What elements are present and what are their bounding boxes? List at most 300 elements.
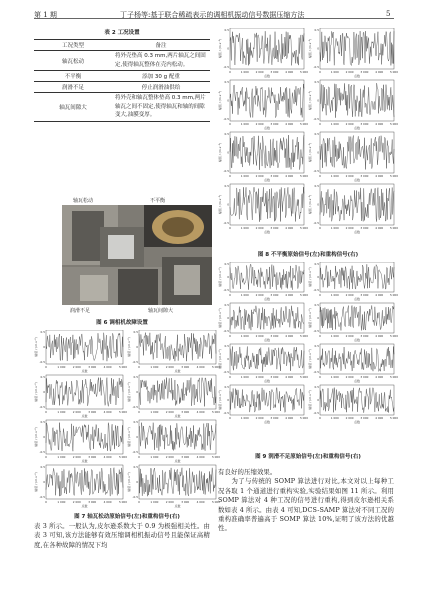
table-row bbox=[34, 93, 210, 122]
tick-label: 4 000 bbox=[285, 334, 294, 338]
signal-subplot bbox=[218, 385, 308, 424]
axis-label: 点数 bbox=[353, 297, 361, 301]
tick-label: 4 000 bbox=[375, 375, 384, 379]
axis-label: 点数 bbox=[353, 126, 361, 130]
tick-label: -0.5 bbox=[223, 288, 229, 292]
tick-label: 1 000 bbox=[330, 375, 339, 379]
tick-label: -0.5 bbox=[313, 411, 319, 415]
tick-label: 1 000 bbox=[330, 334, 339, 338]
tick-label: 3 000 bbox=[360, 416, 369, 420]
tick-label: 0 bbox=[227, 46, 229, 51]
tick-label: 3 000 bbox=[360, 334, 369, 338]
tick-label: 0 bbox=[229, 70, 231, 74]
tick-label: -0.5 bbox=[313, 329, 319, 333]
tick-label: 0.5 bbox=[40, 330, 45, 334]
signal-line bbox=[139, 423, 216, 451]
tick-label: -0.5 bbox=[313, 169, 319, 173]
tick-label: 0 bbox=[319, 70, 321, 74]
signal-line bbox=[139, 333, 216, 362]
tick-label: 0 bbox=[227, 202, 229, 207]
axis-label: 幅值 / (m·s⁻²) bbox=[34, 472, 38, 492]
tick-label: 0 bbox=[319, 122, 321, 126]
axis-label: 幅值 / (m·s⁻²) bbox=[127, 427, 131, 447]
tick-label: -0.5 bbox=[313, 221, 319, 225]
axis-label: 点数 bbox=[263, 338, 271, 342]
tick-label: 0 bbox=[229, 293, 231, 297]
tick-label: 5 000 bbox=[389, 375, 398, 379]
tick-label: 2 000 bbox=[345, 122, 354, 126]
signal-subplot bbox=[126, 330, 220, 373]
tick-label: 3 000 bbox=[88, 410, 97, 414]
signal-line bbox=[139, 378, 216, 407]
axis-label: 点数 bbox=[174, 504, 181, 508]
signal-subplot bbox=[307, 184, 398, 234]
signal-subplot bbox=[218, 184, 308, 234]
tick-label: -0.5 bbox=[223, 411, 229, 415]
tick-label: 2 000 bbox=[255, 226, 264, 230]
plot-frame bbox=[320, 28, 394, 69]
plot-frame bbox=[230, 132, 304, 173]
tick-label: 1 000 bbox=[57, 410, 66, 414]
tick-label: 4 000 bbox=[103, 365, 112, 369]
axis-label: 幅值 / (m·s⁻²) bbox=[308, 267, 312, 287]
tick-label: 3 000 bbox=[360, 70, 369, 74]
tick-label: -0.5 bbox=[223, 221, 229, 225]
tick-label: 5 000 bbox=[299, 122, 309, 126]
axis-label: 点数 bbox=[81, 414, 88, 418]
signal-subplot bbox=[307, 262, 398, 301]
fig6-caption: 图 6 调相机故障设置 bbox=[96, 320, 148, 326]
tick-label: 0 bbox=[317, 398, 319, 402]
plot-frame bbox=[320, 132, 394, 173]
signal-subplot bbox=[307, 132, 398, 182]
tick-label: -0.5 bbox=[313, 370, 319, 374]
signal-line bbox=[320, 83, 394, 118]
tick-label: 1 000 bbox=[150, 500, 159, 504]
tick-label: 3 000 bbox=[181, 500, 190, 504]
signal-line bbox=[320, 31, 394, 65]
tick-label: 0.5 bbox=[314, 262, 319, 266]
tick-label: 4 000 bbox=[375, 334, 384, 338]
tick-label: 0.5 bbox=[133, 420, 138, 424]
tick-label: -0.5 bbox=[132, 495, 138, 499]
axis-label: 点数 bbox=[81, 459, 88, 463]
tick-label: 4 000 bbox=[285, 122, 294, 126]
tick-label: 3 000 bbox=[270, 122, 279, 126]
table-cell: 添加 30 g 配重 bbox=[142, 74, 180, 81]
axis-label: 点数 bbox=[353, 338, 361, 342]
tick-label: 3 000 bbox=[270, 375, 279, 379]
signal-subplot bbox=[34, 375, 127, 418]
axis-label: 点数 bbox=[353, 230, 361, 234]
tick-label: 0 bbox=[45, 410, 47, 414]
tick-label: 4 000 bbox=[285, 416, 294, 420]
tick-label: 1 000 bbox=[57, 500, 66, 504]
tick-label: 0 bbox=[138, 410, 140, 414]
tick-label: 5 000 bbox=[118, 410, 128, 414]
signal-line bbox=[230, 346, 304, 371]
table2 bbox=[34, 39, 210, 122]
tick-label: 0 bbox=[317, 150, 319, 155]
axis-label: 幅值 / (m·s⁻²) bbox=[308, 38, 312, 59]
plot-frame bbox=[230, 184, 304, 225]
tick-label: 0.5 bbox=[314, 303, 319, 307]
tick-label: 0 bbox=[229, 334, 231, 338]
tick-label: 0 bbox=[136, 435, 138, 439]
tick-label: 1 000 bbox=[57, 455, 66, 459]
tick-label: 2 000 bbox=[72, 455, 81, 459]
photo-label: 轴瓦间隙大 bbox=[148, 308, 174, 314]
tick-label: 0.5 bbox=[224, 385, 229, 389]
tick-label: -0.5 bbox=[313, 65, 319, 69]
axis-label: 点数 bbox=[263, 126, 271, 130]
signal-subplot bbox=[218, 344, 308, 383]
axis-label: 幅值 / (m·s⁻²) bbox=[308, 390, 312, 410]
axis-label: 点数 bbox=[353, 178, 361, 182]
signal-line bbox=[230, 84, 304, 118]
machine-photo bbox=[62, 205, 212, 305]
tick-label: 3 000 bbox=[181, 455, 190, 459]
plot-frame bbox=[320, 80, 394, 121]
tick-label: 0 bbox=[319, 226, 321, 230]
tick-label: -0.5 bbox=[223, 65, 229, 69]
tick-label: 5 000 bbox=[118, 455, 128, 459]
tick-label: 5 000 bbox=[211, 455, 220, 459]
axis-label: 幅值 / (m·s⁻²) bbox=[308, 194, 312, 215]
axis-label: 幅值 / (m·s⁻²) bbox=[218, 390, 222, 410]
tick-label: 5 000 bbox=[389, 334, 398, 338]
axis-label: 幅值 / (m·s⁻²) bbox=[34, 382, 38, 402]
signal-line bbox=[230, 135, 304, 170]
tick-label: 4 000 bbox=[196, 365, 205, 369]
tick-label: 0 bbox=[45, 455, 47, 459]
tick-label: 0 bbox=[229, 122, 231, 126]
table-cell: 轴瓦松动 bbox=[61, 58, 84, 65]
tick-label: 0.5 bbox=[40, 465, 45, 469]
table-cell: 轴瓦间隙大 bbox=[59, 105, 87, 112]
axis-label: 幅值 / (m·s⁻²) bbox=[218, 267, 222, 287]
tick-label: 0 bbox=[319, 293, 321, 297]
tick-label: 2 000 bbox=[255, 334, 264, 338]
tick-label: 1 000 bbox=[150, 455, 159, 459]
signal-subplot bbox=[34, 330, 127, 373]
tick-label: 4 000 bbox=[103, 410, 112, 414]
tick-label: 0 bbox=[138, 365, 140, 369]
table-cell: 将外壳垫高 0.3 mm,两片轴瓦之间固定,使得轴瓦整体在壳内松动。 bbox=[115, 53, 206, 68]
tick-label: 5 000 bbox=[118, 365, 128, 369]
signal-subplot bbox=[307, 385, 398, 424]
signal-line bbox=[230, 306, 304, 330]
tick-label: 3 000 bbox=[270, 70, 279, 74]
tick-label: -0.5 bbox=[132, 405, 138, 409]
tick-label: 0 bbox=[317, 202, 319, 207]
tick-label: 2 000 bbox=[72, 365, 81, 369]
tick-label: 1 000 bbox=[330, 416, 339, 420]
axis-label: 点数 bbox=[174, 414, 181, 418]
axis-label: 点数 bbox=[263, 297, 271, 301]
tick-label: 1 000 bbox=[150, 365, 159, 369]
tick-label: 0 bbox=[319, 174, 321, 178]
tick-label: 2 000 bbox=[255, 174, 264, 178]
signal-line bbox=[230, 31, 304, 65]
tick-label: 0 bbox=[138, 455, 140, 459]
tick-label: 5 000 bbox=[389, 416, 398, 420]
tick-label: 3 000 bbox=[181, 365, 190, 369]
tick-label: 5 000 bbox=[299, 334, 309, 338]
signal-subplot bbox=[307, 303, 398, 342]
tick-label: 1 000 bbox=[240, 122, 249, 126]
signal-line bbox=[46, 423, 123, 452]
tick-label: 4 000 bbox=[375, 174, 384, 178]
tick-label: -0.5 bbox=[223, 370, 229, 374]
tick-label: 4 000 bbox=[285, 293, 294, 297]
tick-label: 4 000 bbox=[285, 174, 294, 178]
tick-label: 0.5 bbox=[224, 132, 229, 136]
tick-label: 3 000 bbox=[360, 122, 369, 126]
header-rule bbox=[34, 18, 394, 19]
axis-label: 点数 bbox=[353, 74, 361, 78]
tick-label: 0 bbox=[136, 345, 138, 349]
tick-label: 0.5 bbox=[224, 344, 229, 348]
tick-label: 0 bbox=[229, 416, 231, 420]
axis-label: 幅值 / (m·s⁻²) bbox=[127, 472, 131, 492]
axis-label: 点数 bbox=[81, 504, 88, 508]
axis-label: 幅值 / (m·s⁻²) bbox=[127, 337, 131, 357]
tick-label: 0.5 bbox=[40, 375, 45, 379]
axis-label: 点数 bbox=[353, 379, 361, 383]
axis-label: 幅值 / (m·s⁻²) bbox=[218, 142, 222, 163]
tick-label: 2 000 bbox=[345, 293, 354, 297]
axis-label: 点数 bbox=[174, 369, 181, 373]
tick-label: 0.5 bbox=[40, 420, 45, 424]
signal-line bbox=[139, 468, 216, 496]
tick-label: 1 000 bbox=[240, 174, 249, 178]
tick-label: 4 000 bbox=[103, 455, 112, 459]
tick-label: 5 000 bbox=[211, 500, 220, 504]
tick-label: 0 bbox=[229, 174, 231, 178]
tick-label: 2 000 bbox=[255, 70, 264, 74]
photo-label: 轴瓦松动 bbox=[73, 198, 94, 204]
tick-label: 5 000 bbox=[389, 122, 398, 126]
plot-frame bbox=[139, 420, 216, 454]
signal-subplot bbox=[126, 375, 220, 418]
tick-label: 4 000 bbox=[285, 226, 294, 230]
tick-label: 0 bbox=[43, 435, 45, 439]
axis-label: 点数 bbox=[263, 74, 271, 78]
tick-label: 4 000 bbox=[375, 416, 384, 420]
tick-label: 1 000 bbox=[240, 70, 249, 74]
tick-label: 3 000 bbox=[360, 293, 369, 297]
photo-label: 不平衡 bbox=[150, 198, 166, 204]
tick-label: 2 000 bbox=[345, 226, 354, 230]
tick-label: 1 000 bbox=[240, 226, 249, 230]
tick-label: 1 000 bbox=[240, 334, 249, 338]
fig9-plots bbox=[218, 262, 398, 428]
tick-label: 2 000 bbox=[255, 122, 264, 126]
tick-label: 2 000 bbox=[345, 375, 354, 379]
tick-label: -0.5 bbox=[313, 288, 319, 292]
table-cell: 润滑不足 bbox=[61, 85, 84, 92]
tick-label: 0.5 bbox=[314, 132, 319, 136]
tick-label: 4 000 bbox=[375, 70, 384, 74]
tick-label: 5 000 bbox=[299, 70, 309, 74]
tick-label: 5 000 bbox=[389, 70, 398, 74]
axis-label: 幅值 / (m·s⁻²) bbox=[218, 90, 222, 111]
signal-line bbox=[230, 187, 304, 222]
tick-label: 0.5 bbox=[224, 303, 229, 307]
tick-label: 0 bbox=[227, 398, 229, 402]
tick-label: 1 000 bbox=[330, 122, 339, 126]
tick-label: -0.5 bbox=[313, 117, 319, 121]
tick-label: 1 000 bbox=[330, 293, 339, 297]
issue-number: 第 1 期 bbox=[34, 11, 57, 19]
tick-label: 3 000 bbox=[270, 293, 279, 297]
tick-label: 0 bbox=[317, 316, 319, 320]
tick-label: -0.5 bbox=[39, 360, 45, 364]
table-row bbox=[34, 82, 210, 93]
tick-label: 0 bbox=[227, 316, 229, 320]
tick-label: 4 000 bbox=[196, 455, 205, 459]
running-title: 丁子杨等:基于联合稀疏表示的调相机振动信号数据压缩方法 bbox=[120, 11, 305, 19]
signal-subplot bbox=[307, 28, 398, 78]
tick-label: 0.5 bbox=[314, 80, 319, 84]
tick-label: 0.5 bbox=[314, 184, 319, 188]
signal-line bbox=[46, 468, 123, 496]
tick-label: 2 000 bbox=[255, 375, 264, 379]
fig8-plots bbox=[218, 28, 398, 238]
tick-label: 0 bbox=[317, 357, 319, 361]
axis-label: 幅值 / (m·s⁻²) bbox=[218, 194, 222, 215]
tick-label: 2 000 bbox=[165, 410, 174, 414]
tick-label: 0.5 bbox=[314, 385, 319, 389]
axis-label: 点数 bbox=[174, 459, 181, 463]
tick-label: 0 bbox=[317, 275, 319, 279]
tick-label: 0 bbox=[227, 275, 229, 279]
table2-header-type: 工况类型 bbox=[61, 43, 84, 49]
tick-label: 0 bbox=[136, 390, 138, 394]
tick-label: 0 bbox=[45, 500, 47, 504]
signal-subplot bbox=[126, 420, 220, 463]
tick-label: 1 000 bbox=[150, 410, 159, 414]
table2-caption: 表 2 工况设置 bbox=[104, 30, 140, 36]
tick-label: 1 000 bbox=[330, 174, 339, 178]
tick-label: 0 bbox=[227, 357, 229, 361]
fig9-svg bbox=[218, 262, 398, 428]
fig9-caption: 图 9 润滑不足原始信号(左)和重构信号(右) bbox=[255, 454, 361, 460]
signal-subplot bbox=[34, 420, 127, 463]
signal-line bbox=[46, 378, 123, 407]
tick-label: 4 000 bbox=[103, 500, 112, 504]
signal-subplot bbox=[218, 303, 308, 342]
axis-label: 幅值 / (m·s⁻²) bbox=[127, 382, 131, 402]
left-body-text: 表 3 所示。一般认为,皮尔逊系数大于 0.9 为极强相关性。由表 3 可知,该方法能够有效压缩调相机振动信号且能保证高精度,在各种故障的情况下均 bbox=[34, 522, 210, 549]
tick-label: 3 000 bbox=[270, 416, 279, 420]
tick-label: 3 000 bbox=[88, 455, 97, 459]
tick-label: 0 bbox=[45, 365, 47, 369]
table-cell: 将外壳和轴瓦整体垫高 0.3 mm,两片轴瓦之间不固定,使得轴瓦和轴的间隙变大,油膜变厚。 bbox=[115, 95, 206, 119]
tick-label: 0.5 bbox=[314, 344, 319, 348]
signal-subplot bbox=[218, 132, 308, 182]
tick-label: 2 000 bbox=[72, 410, 81, 414]
tick-label: 4 000 bbox=[285, 375, 294, 379]
tick-label: 0.5 bbox=[133, 375, 138, 379]
tick-label: 4 000 bbox=[375, 122, 384, 126]
tick-label: 5 000 bbox=[299, 416, 309, 420]
tick-label: 4 000 bbox=[375, 293, 384, 297]
tick-label: -0.5 bbox=[223, 169, 229, 173]
page-number: 5 bbox=[386, 10, 391, 18]
left-column bbox=[34, 24, 210, 122]
axis-label: 点数 bbox=[263, 230, 271, 234]
axis-label: 幅值 / (m·s⁻²) bbox=[34, 427, 38, 447]
tick-label: 2 000 bbox=[345, 416, 354, 420]
tick-label: 0 bbox=[319, 334, 321, 338]
axis-label: 幅值 / (m·s⁻²) bbox=[308, 308, 312, 328]
tick-label: 1 000 bbox=[240, 416, 249, 420]
tick-label: 2 000 bbox=[255, 293, 264, 297]
tick-label: 4 000 bbox=[196, 410, 205, 414]
tick-label: 5 000 bbox=[389, 226, 398, 230]
tick-label: 0 bbox=[138, 500, 140, 504]
tick-label: 0 bbox=[43, 390, 45, 394]
tick-label: 0.5 bbox=[224, 262, 229, 266]
tick-label: 5 000 bbox=[118, 500, 128, 504]
tick-label: 0.5 bbox=[133, 330, 138, 334]
tick-label: 0 bbox=[319, 416, 321, 420]
fig7-caption: 图 7 轴瓦松动原始信号(左)和重构信号(右) bbox=[74, 514, 180, 520]
signal-line bbox=[320, 305, 394, 330]
tick-label: 3 000 bbox=[360, 226, 369, 230]
tick-label: 2 000 bbox=[255, 416, 264, 420]
tick-label: 3 000 bbox=[360, 375, 369, 379]
tick-label: -0.5 bbox=[223, 117, 229, 121]
tick-label: -0.5 bbox=[39, 495, 45, 499]
tick-label: 0 bbox=[227, 98, 229, 103]
signal-line bbox=[230, 388, 304, 413]
tick-label: 3 000 bbox=[181, 410, 190, 414]
signal-line bbox=[320, 346, 394, 371]
tick-label: 0 bbox=[227, 150, 229, 155]
signal-subplot bbox=[34, 465, 127, 508]
tick-label: 0.5 bbox=[314, 28, 319, 32]
tick-label: 5 000 bbox=[211, 410, 220, 414]
tick-label: 2 000 bbox=[72, 500, 81, 504]
signal-subplot bbox=[307, 344, 398, 383]
tick-label: 1 000 bbox=[330, 70, 339, 74]
signal-subplot bbox=[307, 80, 398, 130]
tick-label: 3 000 bbox=[360, 174, 369, 178]
tick-label: 2 000 bbox=[165, 500, 174, 504]
tick-label: 0 bbox=[43, 345, 45, 349]
tick-label: 5 000 bbox=[299, 293, 309, 297]
tick-label: 2 000 bbox=[345, 174, 354, 178]
table-row bbox=[34, 71, 210, 82]
tick-label: 5 000 bbox=[299, 375, 309, 379]
signal-subplot bbox=[218, 80, 308, 130]
tick-label: 0 bbox=[136, 480, 138, 484]
signal-line bbox=[320, 187, 394, 221]
axis-label: 点数 bbox=[353, 420, 361, 424]
page-header bbox=[0, 6, 427, 22]
tick-label: 5 000 bbox=[211, 365, 220, 369]
tick-label: 0 bbox=[317, 98, 319, 103]
signal-line bbox=[230, 264, 304, 289]
fig8-svg bbox=[218, 28, 398, 238]
tick-label: 1 000 bbox=[240, 375, 249, 379]
axis-label: 幅值 / (m·s⁻²) bbox=[308, 349, 312, 369]
tick-label: 0 bbox=[317, 46, 319, 51]
tick-label: 3 000 bbox=[88, 500, 97, 504]
